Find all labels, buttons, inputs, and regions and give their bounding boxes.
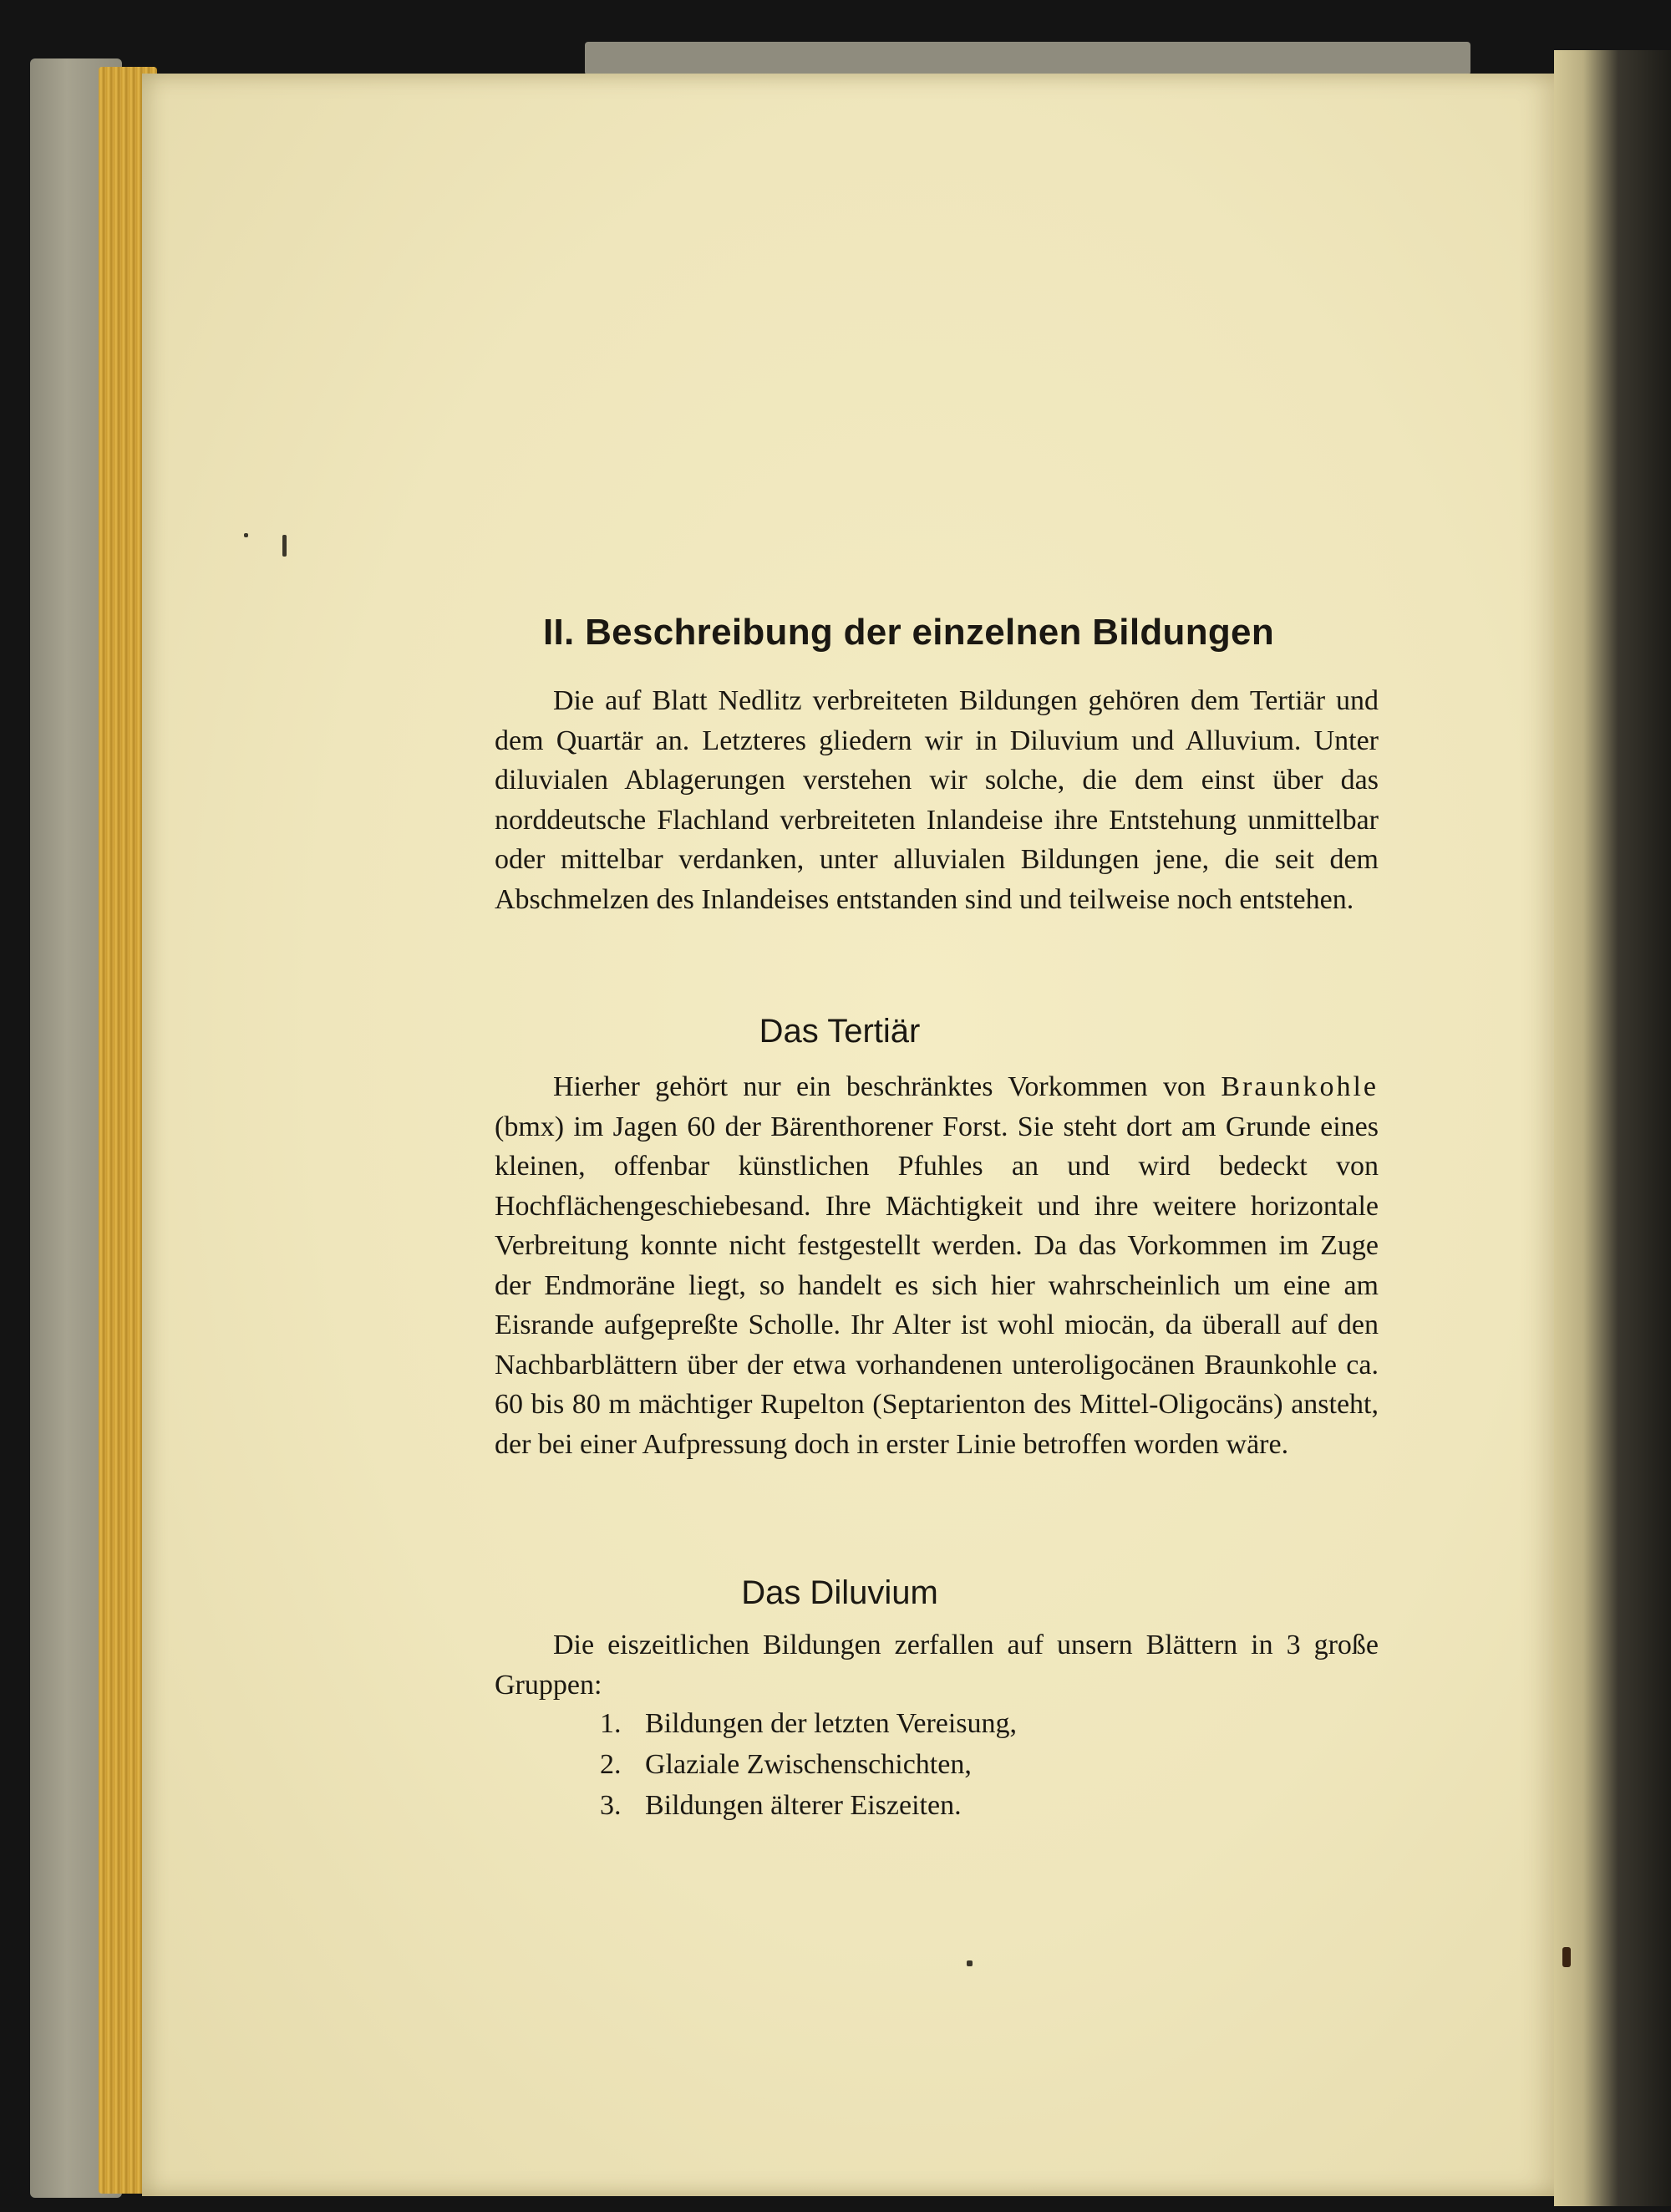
list-item-number: 2.	[600, 1749, 622, 1780]
book-gutter-shadow	[1554, 50, 1671, 2206]
book-cover-top-edge	[585, 42, 1470, 75]
paper-speck	[244, 533, 248, 537]
list-item-number: 3.	[600, 1790, 622, 1821]
page-stain	[1562, 1947, 1571, 1967]
list-item-label: Bildungen der letzten Vereisung,	[645, 1708, 1018, 1739]
list-item	[600, 1703, 1017, 1744]
tertiaer-heading: Das Tertiär	[759, 1013, 921, 1050]
list-item	[600, 1744, 1017, 1785]
tertiaer-text-before: Hierher gehört nur ein beschränktes Vorkommen von	[553, 1071, 1222, 1102]
diluvium-intro: Die eiszeitlichen Bildungen zerfallen auf unsern Blättern in 3 große Gruppen:	[495, 1630, 1379, 1701]
tertiaer-text-after: (bmx) im Jagen 60 der Bärenthorener Forst. Sie steht dort am Grunde eines kleinen, offenbar künstlichen Pfuhles an und wird bedeckt von Hochflächengeschiebesand. Ihre Mächtigkeit und ihre weitere horizontale Verbreitung konnte nicht festgestellt werden. Da das Vorkommen im Zuge der Endmoräne liegt, so handelt es sich hier wahrscheinlich um eine am Eisrande aufgepreßte Scholle. Ihr Alter ist wohl miocän, da überall auf den Nachbarblättern über der etwa vorhandenen unteroligocänen Braunkohle ca. 60 bis 80 m mächtiger Rupelton (Septarienton des Mittel-Oligocäns) ansteht, der bei einer Aufpressung doch in erster Linie betroffen worden wäre.	[495, 1111, 1379, 1460]
braunkohle-emphasis: Braunkohle	[1221, 1071, 1379, 1102]
list-item	[600, 1785, 1017, 1826]
list-item-label: Bildungen älterer Eiszeiten.	[645, 1790, 962, 1821]
paper-speck	[967, 1960, 973, 1966]
list-item-number: 1.	[600, 1708, 622, 1739]
tertiaer-paragraph	[495, 1067, 1379, 1464]
diluvium-heading: Das Diluvium	[741, 1574, 938, 1611]
paper-speck	[282, 535, 287, 557]
intro-paragraph: Die auf Blatt Nedlitz verbreiteten Bildungen gehören dem Tertiär und dem Quartär an. Letzteres gliedern wir in Diluvium und Alluvium. Unter diluvialen Ablagerungen verstehen wir solche, die dem einst über das norddeutsche Flachland verbreiteten Inlandeise ihre Entstehung unmittelbar oder mittelbar verdanken, unter alluvialen Bildungen jene, die seit dem Abschmelzen des Inlandeises entstanden sind und teilweise noch entstehen.	[495, 685, 1379, 915]
list-item-label: Glaziale Zwischenschichten,	[645, 1749, 972, 1780]
section-heading: II. Beschreibung der einzelnen Bildungen	[543, 612, 1275, 653]
diluvium-groups-list	[600, 1703, 1017, 1826]
